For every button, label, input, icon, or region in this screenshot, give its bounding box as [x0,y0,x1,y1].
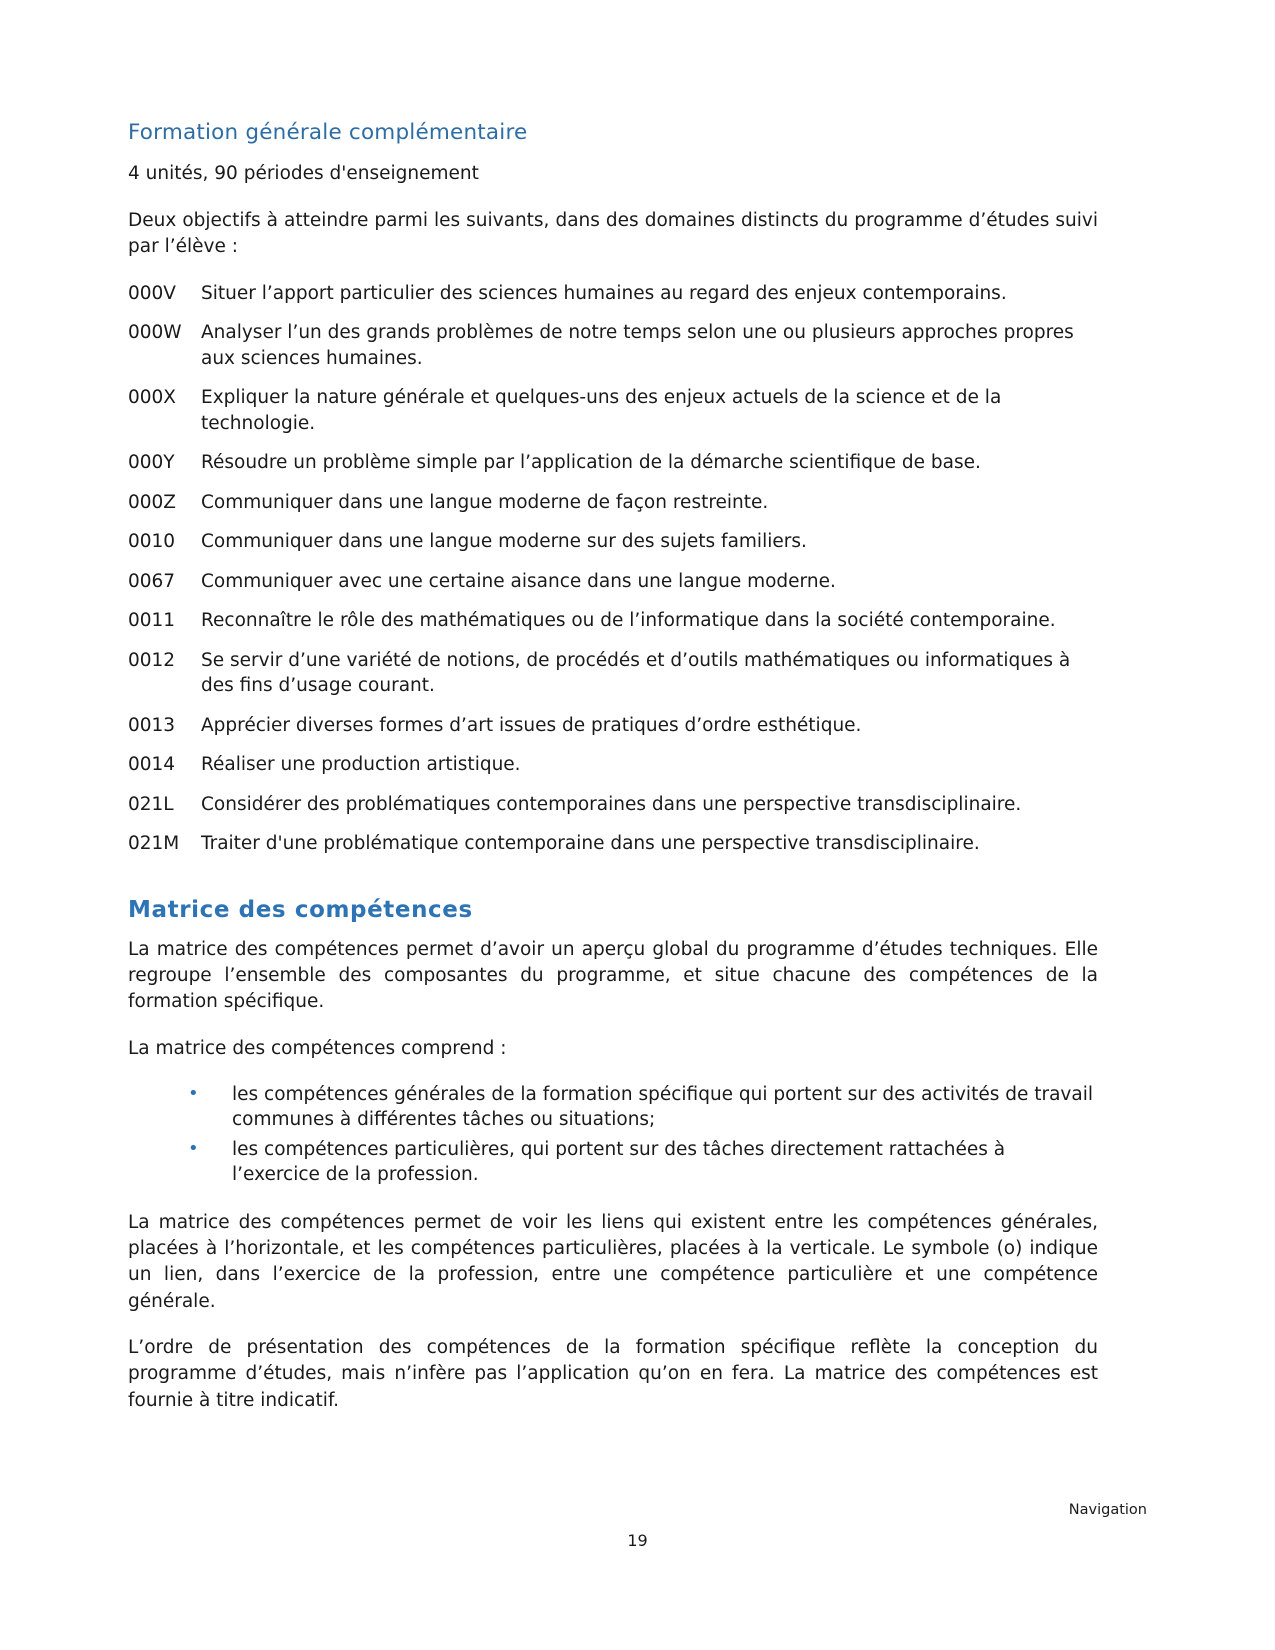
objective-code: 000Z [128,491,176,513]
objective-code: 0012 [128,649,176,671]
objective-row [128,320,1098,371]
objective-text: Reconnaître le rôle des mathématiques ou de l’informatique dans la société contemporaine. [201,610,1056,632]
objective-row [128,752,1098,778]
objective-row [128,450,1098,476]
list-item-text: les compétences particulières, qui portent sur des tâches directement rattachées à l’exercice de la profession. [232,1138,1006,1186]
footer-navigation-label[interactable]: Navigation [1068,1502,1147,1518]
objective-row [128,792,1098,818]
section-heading-formation-generale: Formation générale complémentaire [128,120,528,145]
bullet-icon: • [188,1137,199,1159]
objective-code: 000X [128,387,176,409]
page-content [128,120,1098,1414]
objective-text: Traiter d'une problématique contemporaine dans une perspective transdisciplinaire. [201,833,980,855]
objective-row [128,608,1098,634]
list-item-text: les compétences générales de la formation spécifique qui portent sur des activités de travail communes à différentes tâches ou situations; [232,1083,1093,1131]
objective-row [128,385,1098,436]
objective-text: Situer l’apport particulier des sciences humaines au regard des enjeux contemporains. [201,282,1007,304]
objective-code: 0067 [128,570,176,592]
objective-code: 0011 [128,610,176,632]
matrice-paragraph-4: L’ordre de présentation des compétences de la formation spécifique reflète la conception du programme d’études, mais n’infère pas l’application qu’on en fera. La matrice des compétences est fournie à titre indicatif. [128,1336,1098,1411]
objective-code: 021L [128,793,174,815]
objective-text: Considérer des problématiques contemporaines dans une perspective transdisciplinaire. [201,793,1022,815]
objective-text: Analyser l’un des grands problèmes de notre temps selon une ou plusieurs approches propres aux sciences humaines. [201,322,1074,369]
objective-row [128,490,1098,516]
objective-text: Communiquer avec une certaine aisance dans une langue moderne. [201,570,836,592]
list-item [188,1137,1098,1188]
units-periods-subtitle: 4 unités, 90 périodes d'enseignement [128,163,479,184]
matrice-paragraph-1: La matrice des compétences permet d’avoir un aperçu global du programme d’études techniques. Elle regroupe l’ensemble des composantes du programme, et situe chacune des compétences de la formation spécifique. [128,938,1098,1013]
objectives-list [128,281,1098,857]
objective-row [128,648,1098,699]
objective-text: Communiquer dans une langue moderne de façon restreinte. [201,491,769,513]
objective-text: Communiquer dans une langue moderne sur des sujets familiers. [201,531,807,553]
objective-text: Résoudre un problème simple par l’application de la démarche scientifique de base. [201,452,981,474]
objective-row [128,281,1098,307]
section-heading-matrice-competences: Matrice des compétences [128,896,473,923]
objectives-intro-paragraph: Deux objectifs à atteindre parmi les suivants, dans des domaines distincts du programme d’études suivi par l’élève : [128,210,1098,258]
objective-text: Expliquer la nature générale et quelques-uns des enjeux actuels de la science et de la technologie. [201,387,1002,434]
objective-row [128,713,1098,739]
objective-text: Réaliser une production artistique. [201,754,521,776]
objective-text: Apprécier diverses formes d’art issues de pratiques d’ordre esthétique. [201,714,862,736]
objective-row [128,831,1098,857]
objective-code: 000W [128,322,182,344]
page-number: 19 [627,1531,648,1550]
objective-row [128,529,1098,555]
matrice-bullet-list [128,1082,1098,1188]
matrice-paragraph-3: La matrice des compétences permet de voir les liens qui existent entre les compétences générales, placées à l’horizontale, et les compétences particulières, placées à la verticale. Le symbole (o) indique un lien, dans l’exercice de la profession, entre une compétence particulière et une compétence générale. [128,1211,1098,1312]
objective-code: 0010 [128,531,176,553]
objective-code: 021M [128,833,180,855]
list-item [188,1082,1098,1133]
objective-row [128,569,1098,595]
objective-text: Se servir d’une variété de notions, de procédés et d’outils mathématiques ou informatiques à des fins d’usage courant. [201,649,1071,697]
matrice-paragraph-2: La matrice des compétences comprend : [128,1037,507,1059]
bullet-icon: • [188,1082,199,1104]
objective-code: 000V [128,282,176,304]
objective-code: 000Y [128,452,175,474]
objective-code: 0013 [128,714,176,736]
objective-code: 0014 [128,754,176,776]
